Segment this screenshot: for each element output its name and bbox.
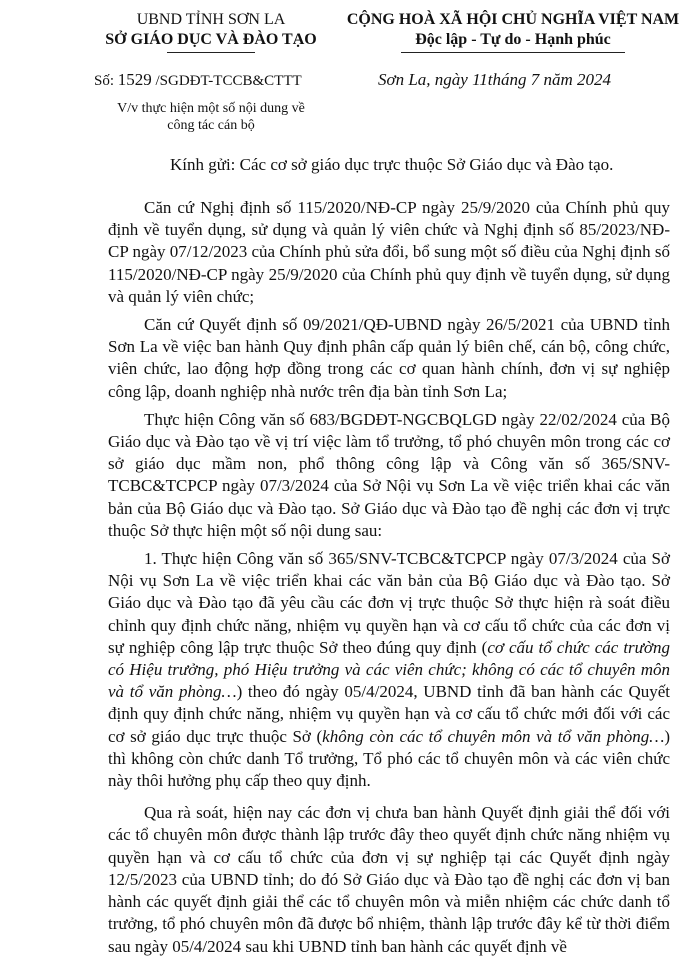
issuer-header [96,10,326,53]
document-number-suffix: /SGDĐT-TCCB&CTTT [155,73,302,89]
item-1-text-c: ) thì không còn chức danh Tổ trưởng, Tổ phó các tổ chuyên môn và các viên chức này thôi hưởng phụ cấp theo quy định. [108,726,670,791]
item-1-italic-2: không còn các tổ chuyên môn và tổ văn phòng… [322,726,665,746]
issuer-underline [167,52,255,53]
national-header [336,10,690,53]
paragraph-legal-basis-2: Căn cứ Quyết định số 09/2021/QĐ-UBND ngày 26/5/2021 của UBND tỉnh Sơn La về việc ban hành Quy định phân cấp quản lý biên chế, cán bộ, công chức, viên chức, lao động hợp đồng trong các cơ quan hành chính, đơn vị sự nghiệp công lập, doanh nghiệp nhà nước trên địa bàn tỉnh Sơn La; [108,315,670,401]
motto-underline [401,52,625,53]
paragraph-legal-basis-1: Căn cứ Nghị định số 115/2020/NĐ-CP ngày 25/9/2020 của Chính phủ quy định về tuyển dụng, sử dụng và quản lý viên chức và Nghị định số 85/2023/NĐ-CP ngày 07/12/2023 của Chính phủ sửa đổi, bổ sung một số điều của Nghị định số 115/2020/NĐ-CP ngày 25/9/2020 của Chính phủ quy định về tuyển dụng, sử dụng và quản lý viên chức; [108,198,670,306]
document-number-prefix: Số: [94,73,115,89]
document-subject [100,100,322,134]
document-body [108,197,670,964]
subject-line-1: V/v thực hiện một số nội dung về [117,101,305,116]
paragraph-implementation: Thực hiện Công văn số 683/BGDĐT-NGCBQLGD ngày 22/02/2024 của Bộ Giáo dục và Đào tạo về vị trí việc làm tổ trưởng, tổ phó chuyên môn trong các cơ sở giáo dục mầm non, phổ thông công lập và Công văn số 365/SNV-TCBC&TCPCP ngày 07/3/2024 của Sở Nội vụ Sơn La về việc triển khai các văn bản của Bộ Giáo dục và Đào tạo. Sở Giáo dục và Đào tạo đề nghị các đơn vị trực thuộc Sở thực hiện một số nội dung sau: [108,409,670,540]
item-1-text-a: 1. Thực hiện Công văn số 365/SNV-TCBC&TCPCP ngày 07/3/2024 của Sở Nội vụ Sơn La về việc triển khai các văn bản của Bộ Giáo dục và Đào tạo. Sở Giáo dục và Đào tạo đã yêu cầu các đơn vị trực thuộc Sở thực hiện rà soát điều chỉnh quy định chức năng, nhiệm vụ quyền hạn và cơ cấu tổ chức của các đơn vị sự nghiệp công lập trực thuộc Sở theo đúng quy định ( [108,549,670,657]
salutation: Kính gửi: Các cơ sở giáo dục trực thuộc Sở Giáo dục và Đào tạo. [170,155,614,174]
subject-line-2: công tác cán bộ [167,118,255,133]
national-title: CỘNG HOÀ XÃ HỘI CHỦ NGHĨA VIỆT NAM [346,11,680,28]
national-motto: Độc lập - Tự do - Hạnh phúc [415,31,611,48]
issuer-parent-org: UBND TỈNH SƠN LA [136,11,286,28]
paragraph-review: Qua rà soát, hiện nay các đơn vị chưa ban hành Quyết định giải thể đối với các tổ chuyên môn được thành lập trước đây theo quyết định chức năng nhiệm vụ quyền hạn và cơ cấu tổ chức của đơn vị sự nghiệp tại các Quyết định ngày 12/5/2023 của UBND tỉnh; do đó Sở Giáo dục và Đào tạo đề nghị các đơn vị ban hành các quyết định giải thể các tổ chuyên môn và miễn nhiệm các chức danh tổ trưởng, tổ phó chuyên môn đã được bổ nhiệm, thành lập trước đây kể từ thời điểm sau ngày 05/4/2024 sau khi UBND tỉnh ban hành các quyết định về [108,803,670,956]
document-number [94,70,302,90]
item-1-italic-1: cơ cấu tổ chức các trường có Hiệu trưởng, phó Hiệu trưởng và các viên chức; không có các tổ chuyên môn và tổ văn phòng… [108,637,671,702]
item-1-text-b: ) theo đó ngày 05/4/2024, UBND tỉnh đã ban hành các Quyết định quy định chức năng, nhiệm vụ quyền hạn và cơ cấu tổ chức mới đối với các cơ sở giáo dục trực thuộc Sở ( [108,682,670,746]
document-date: Sơn La, ngày 11tháng 7 năm 2024 [378,70,612,89]
paragraph-item-1 [108,548,670,792]
document-number-value: 1529 [117,70,152,89]
issuer-org: SỞ GIÁO DỤC VÀ ĐÀO TẠO [105,31,317,48]
